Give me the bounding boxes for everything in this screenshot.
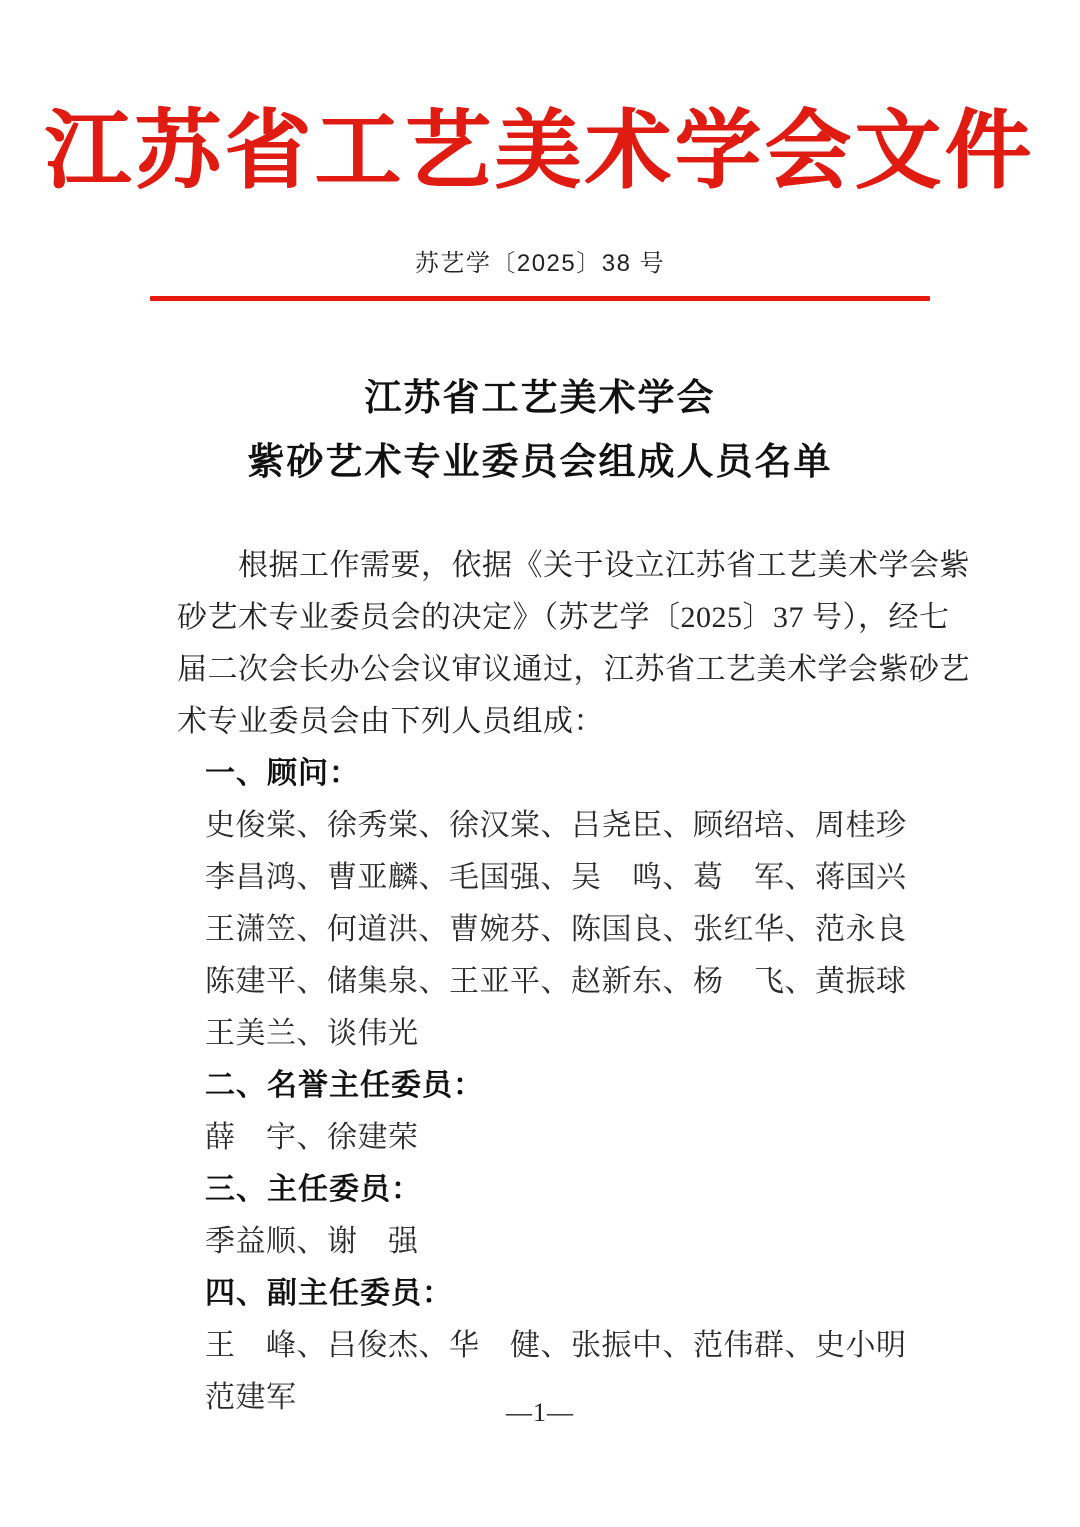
document-title — [0, 367, 1080, 497]
intro-paragraph-line: 届二次会长办公会议审议通过，江苏省工艺美术学会紫砂艺 — [177, 653, 970, 687]
intro-paragraph — [177, 540, 970, 748]
name-line: 史俊棠、徐秀棠、徐汉棠、吕尧臣、顾绍培、周桂珍 — [205, 809, 907, 843]
section-chair — [177, 1164, 910, 1268]
name-line: 陈建平、储集泉、王亚平、赵新东、杨 飞、黄振球 — [205, 965, 907, 999]
section-heading: 四、副主任委员： — [205, 1277, 453, 1311]
organization-letterhead-title: 江苏省工艺美术学会文件 — [45, 103, 1035, 199]
name-line: 王美兰、谈伟光 — [205, 1017, 419, 1051]
document-title-line-2: 紫砂艺术专业委员会组成人员名单 — [247, 442, 833, 484]
document-body — [170, 540, 970, 1424]
intro-paragraph-line: 术专业委员会由下列人员组成： — [177, 705, 604, 739]
name-line: 季益顺、谢 强 — [205, 1225, 419, 1259]
name-line: 范建军 — [205, 1381, 297, 1415]
section-advisors — [177, 748, 910, 1060]
section-heading: 三、主任委员： — [205, 1173, 422, 1207]
name-line: 王潇笠、何道洪、曹婉芬、陈国良、张红华、范永良 — [205, 913, 907, 947]
section-heading: 一、顾问： — [205, 757, 360, 791]
section-honorary-chair — [177, 1060, 910, 1164]
intro-paragraph-line: 根据工作需要，依据《关于设立江苏省工艺美术学会紫 — [177, 549, 970, 583]
name-line: 王 峰、吕俊杰、华 健、张振中、范伟群、史小明 — [205, 1329, 907, 1363]
document-title-line-1: 江苏省工艺美术学会 — [364, 377, 716, 419]
red-divider-rule — [150, 296, 930, 301]
page-number: —1— — [506, 1398, 574, 1427]
document-number: 苏艺学〔2025〕38 号 — [414, 249, 666, 277]
letterhead — [0, 0, 1080, 301]
intro-paragraph-line: 砂艺术专业委员会的决定》（苏艺学〔2025〕37 号），经七 — [177, 601, 950, 635]
name-line: 薛 宇、徐建荣 — [205, 1121, 419, 1155]
name-line: 李昌鸿、曹亚麟、毛国强、吴 鸣、葛 军、蒋国兴 — [205, 861, 907, 895]
section-heading: 二、名誉主任委员： — [205, 1069, 484, 1103]
